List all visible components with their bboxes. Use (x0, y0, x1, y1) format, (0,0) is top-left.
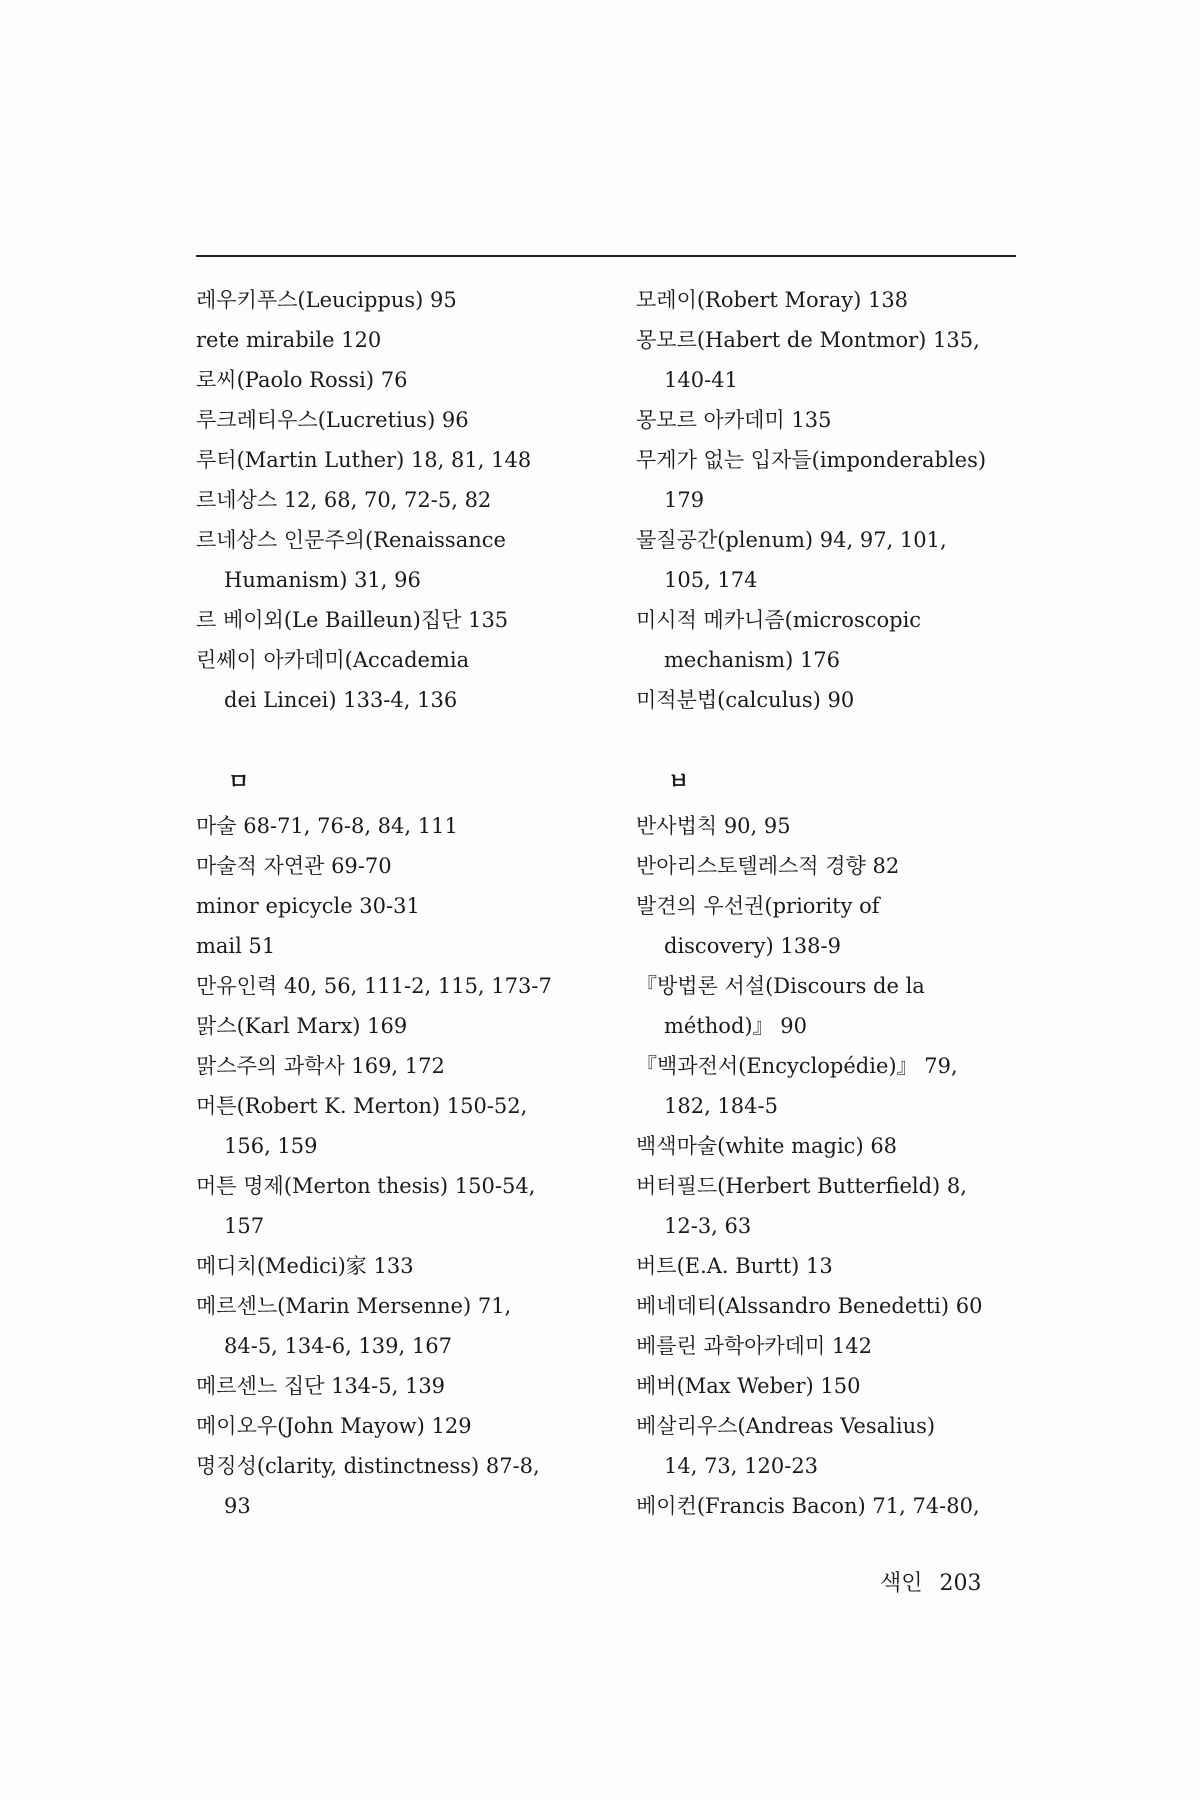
index-entry: 『백과전서(Encyclopédie)』 79, (636, 1054, 958, 1078)
index-entry: 레우키푸스(Leucippus) 95 (196, 288, 457, 312)
page-number: 203 (939, 1571, 982, 1596)
index-entry: 메디치(Medici)家 133 (196, 1254, 414, 1278)
index-entry-continuation: discovery) 138-9 (664, 934, 841, 958)
index-entry: 베살리우스(Andreas Vesalius) (636, 1414, 936, 1438)
index-entry: 맑스주의 과학사 169, 172 (196, 1054, 445, 1078)
index-entry: 메이오우(John Mayow) 129 (196, 1414, 472, 1438)
index-entry: 미적분법(calculus) 90 (636, 688, 855, 712)
index-entry-continuation: 157 (224, 1214, 265, 1238)
index-entry: 로씨(Paolo Rossi) 76 (196, 368, 408, 392)
index-entry-continuation: 14, 73, 120-23 (664, 1454, 819, 1478)
index-entry: 베네데티(Alssandro Benedetti) 60 (636, 1294, 983, 1318)
index-entry: 루터(Martin Luther) 18, 81, 148 (196, 448, 532, 472)
index-entry-continuation: 179 (664, 488, 705, 512)
index-entry: 르네상스 인문주의(Renaissance (196, 528, 506, 552)
index-entry-continuation: 140-41 (664, 368, 738, 392)
index-entry: 베를린 과학아카데미 142 (636, 1334, 873, 1358)
index-entry: 버트(E.A. Burtt) 13 (636, 1254, 833, 1278)
section-heading-bieup: ㅂ (668, 769, 690, 795)
index-entry: 몽모르(Habert de Montmor) 135, (636, 328, 980, 352)
index-entry-continuation: 12-3, 63 (664, 1214, 752, 1238)
index-entry: 반사법칙 90, 95 (636, 814, 791, 838)
index-entry: 마술적 자연관 69-70 (196, 854, 392, 878)
index-entry-continuation: dei Lincei) 133-4, 136 (224, 688, 458, 712)
index-entry: 만유인력 40, 56, 111-2, 115, 173-7 (196, 974, 552, 998)
index-entry: 명징성(clarity, distinctness) 87-8, (196, 1454, 540, 1478)
index-entry: 루크레티우스(Lucretius) 96 (196, 408, 469, 432)
index-entry: 머튼(Robert K. Merton) 150-52, (196, 1094, 528, 1118)
index-entry: 물질공간(plenum) 94, 97, 101, (636, 528, 947, 552)
index-entry: 르 베이외(Le Bailleun)집단 135 (196, 608, 509, 632)
footer-section-label: 색인 (880, 1571, 923, 1596)
top-rule (196, 255, 1016, 257)
index-entry: rete mirabile 120 (196, 328, 382, 352)
index-entry: 미시적 메카니즘(microscopic (636, 608, 922, 632)
index-entry: 백색마술(white magic) 68 (636, 1134, 898, 1158)
index-entry: 무게가 없는 입자들(imponderables) (636, 448, 987, 472)
index-entry-continuation: Humanism) 31, 96 (224, 568, 421, 592)
index-entry: 베버(Max Weber) 150 (636, 1374, 861, 1398)
index-entry: 마술 68-71, 76-8, 84, 111 (196, 814, 458, 838)
index-entry-continuation: mechanism) 176 (664, 648, 841, 672)
index-entry: 『방법론 서설(Discours de la (636, 974, 925, 998)
index-entry: 모레이(Robert Moray) 138 (636, 288, 909, 312)
index-entry: 르네상스 12, 68, 70, 72-5, 82 (196, 488, 492, 512)
index-entry: 발견의 우선권(priority of (636, 894, 880, 918)
index-entry-continuation: 93 (224, 1494, 251, 1518)
index-entry-continuation: 84-5, 134-6, 139, 167 (224, 1334, 452, 1358)
index-entry: 메르센느 집단 134-5, 139 (196, 1374, 446, 1398)
index-entry: 머튼 명제(Merton thesis) 150-54, (196, 1174, 536, 1198)
page-footer (880, 1566, 992, 1597)
index-entry: 메르센느(Marin Mersenne) 71, (196, 1294, 512, 1318)
right-column (636, 280, 1056, 1526)
index-entry: 버터필드(Herbert Butterfield) 8, (636, 1174, 967, 1198)
index-entry: 몽모르 아카데미 135 (636, 408, 832, 432)
index-entry-continuation: méthod)』 90 (664, 1014, 807, 1038)
index-entry: 린쎄이 아카데미(Accademia (196, 648, 470, 672)
left-column (196, 280, 616, 1526)
index-entry-continuation: 105, 174 (664, 568, 758, 592)
index-entry: 맑스(Karl Marx) 169 (196, 1014, 408, 1038)
index-entry-continuation: 156, 159 (224, 1134, 318, 1158)
index-entry: minor epicycle 30-31 (196, 894, 420, 918)
index-entry: 베이컨(Francis Bacon) 71, 74-80, (636, 1494, 980, 1518)
index-entry: mail 51 (196, 934, 276, 958)
section-heading-mieum: ㅁ (228, 769, 250, 795)
index-entry-continuation: 182, 184-5 (664, 1094, 778, 1118)
index-entry: 반아리스토텔레스적 경향 82 (636, 854, 900, 878)
